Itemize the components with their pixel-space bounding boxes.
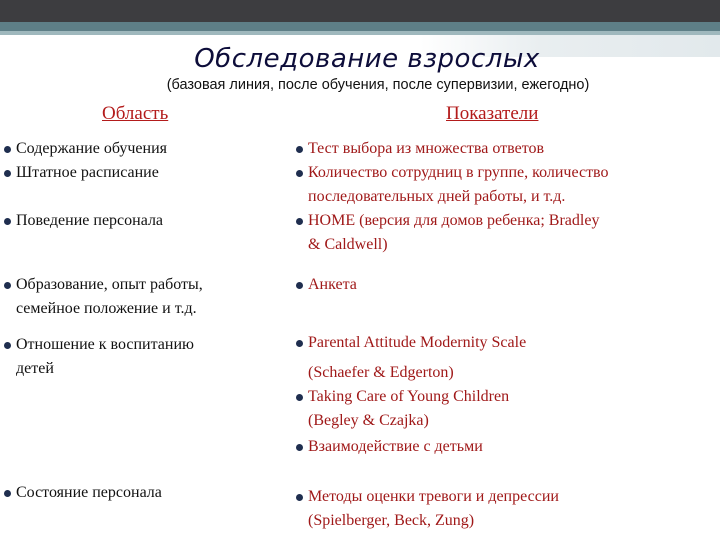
column-header-area: Область [102,103,169,124]
right-item-line: (Schaefer & Edgerton) [308,364,454,381]
left-item-line: Штатное расписание [16,164,159,181]
right-item-line: Методы оценки тревоги и депрессии [308,488,559,505]
bullet-icon [296,444,303,451]
left-item [4,333,194,381]
right-item-line: (Spielberger, Beck, Zung) [308,512,475,529]
left-item [4,481,162,505]
bullet-icon [4,282,11,289]
right-item [296,435,483,459]
right-item-line: Анкета [308,276,357,293]
right-item [296,161,609,209]
bullet-icon [4,218,11,225]
bullet-icon [296,282,303,289]
left-item-line: Образование, опыт работы, [16,276,203,293]
right-item [296,209,599,257]
slide-subtitle: (базовая линия, после обучения, после супервизии, ежегодно) [166,77,590,93]
left-item [4,137,167,161]
bullet-icon [296,170,303,177]
bullet-icon [296,146,303,153]
bullet-icon [4,170,11,177]
left-item [4,209,163,233]
bullet-icon [296,218,303,225]
column-header-indicators: Показатели [446,103,539,124]
right-item-line: последовательных дней работы, и т.д. [308,188,566,205]
right-item-line: HOME (версия для домов ребенка; Bradley [308,212,600,229]
right-item-line: Taking Care of Young Children [308,388,510,405]
right-item-line: Parental Attitude Modernity Scale [308,334,527,351]
bullet-icon [4,342,11,349]
right-item-line: Тест выбора из множества ответов [308,140,545,157]
header-band-white [0,35,420,39]
right-item [296,273,357,297]
header-band-dark [0,0,720,22]
bullet-icon [4,146,11,153]
left-item [4,161,159,185]
header-band-accent [0,22,720,31]
right-item [296,331,526,385]
slide-title: Обследование взрослых [194,44,540,74]
right-item-line: & Caldwell) [308,236,388,253]
left-item-line: детей [16,360,54,377]
left-item-line: Содержание обучения [16,140,167,157]
left-item-line: семейное положение и т.д. [16,300,197,317]
left-item-line: Состояние персонала [16,484,162,501]
right-item-line: Количество сотрудниц в группе, количество [308,164,609,181]
right-item [296,385,509,433]
bullet-icon [296,340,303,347]
right-item-line: (Begley & Czajka) [308,412,429,429]
right-item-line: Взаимодействие с детьми [308,438,483,455]
bullet-icon [4,490,11,497]
right-item [296,137,544,161]
right-item [296,485,559,533]
bullet-icon [296,494,303,501]
left-item-line: Отношение к воспитанию [16,336,194,353]
bullet-icon [296,394,303,401]
left-item [4,273,203,321]
left-item-line: Поведение персонала [16,212,164,229]
